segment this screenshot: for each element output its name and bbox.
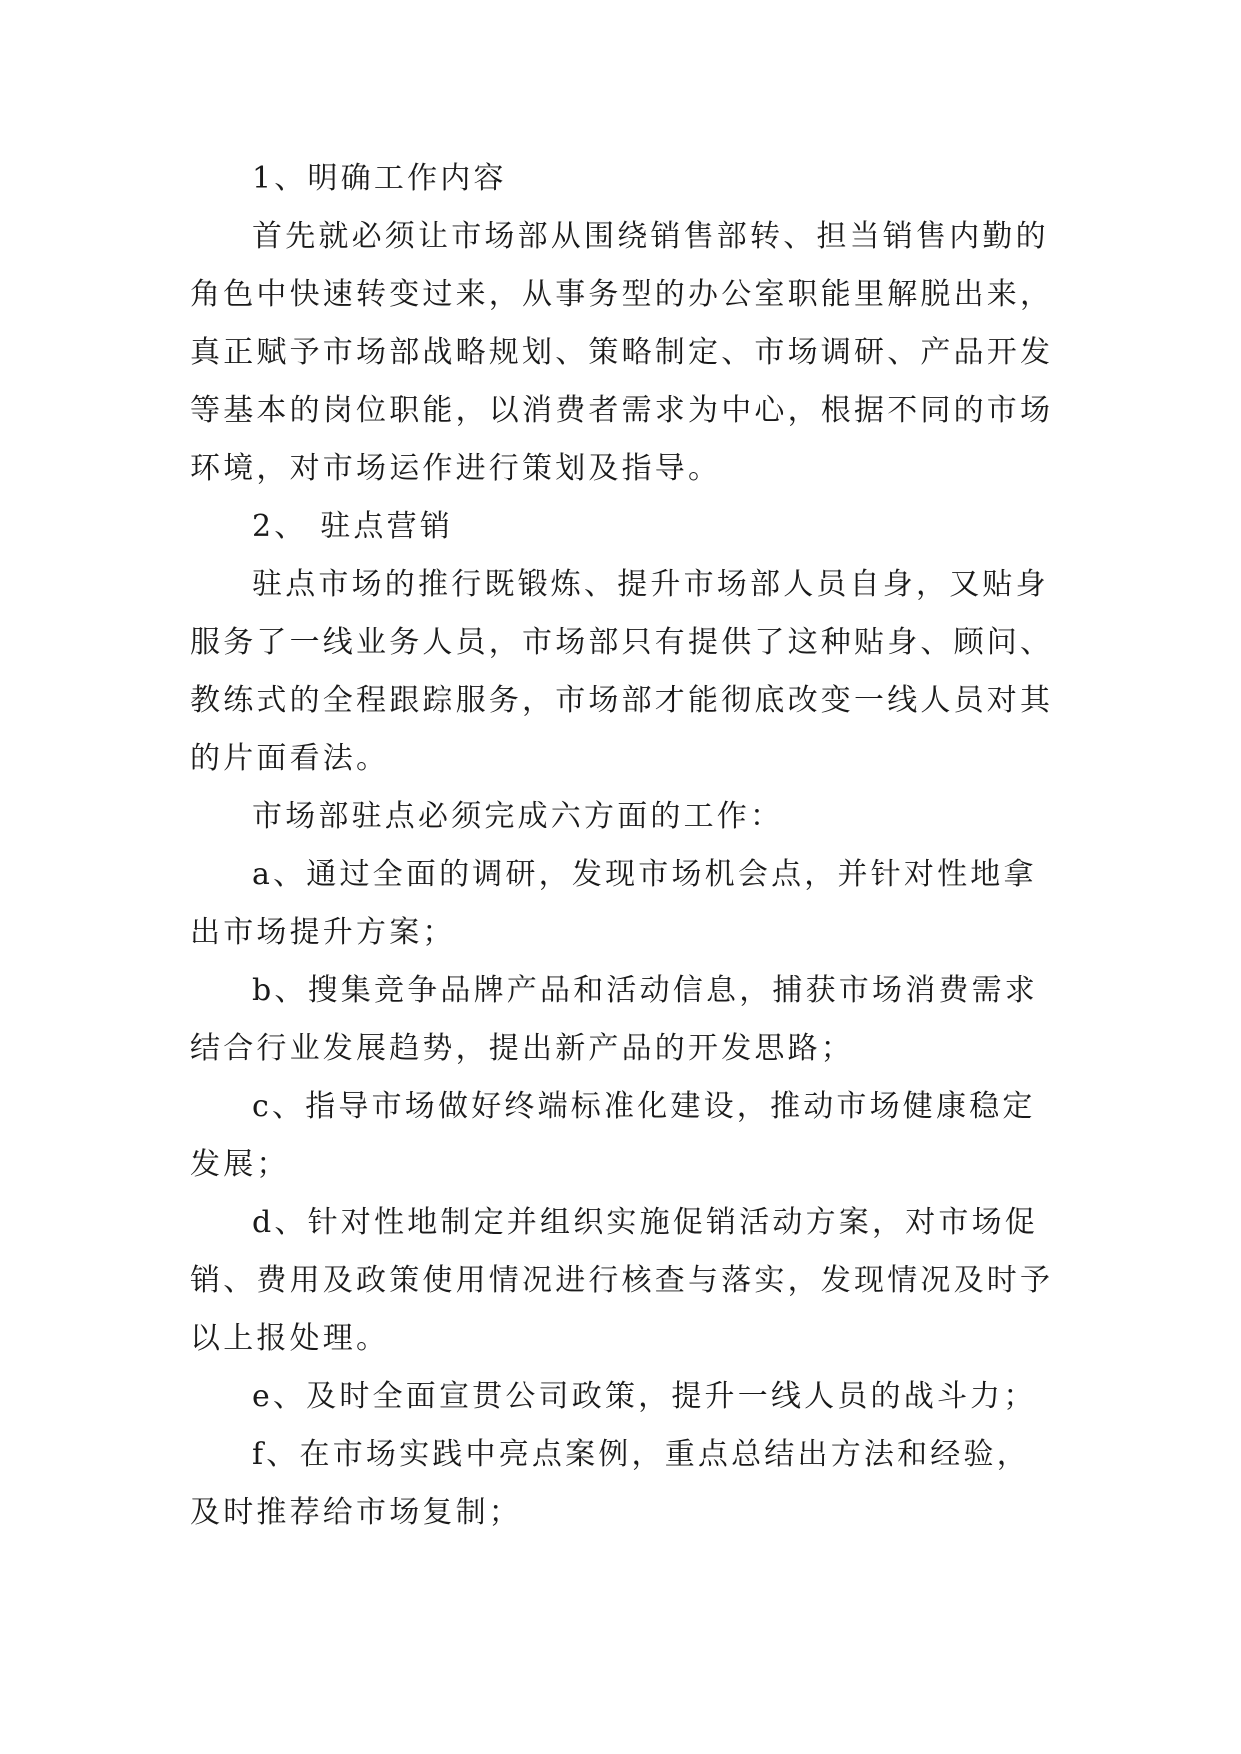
- list-item-d-cont: 以上报处理。: [190, 1321, 390, 1356]
- paragraph-line: 市场部驻点必须完成六方面的工作：: [252, 799, 784, 834]
- paragraph-line: 的片面看法。: [190, 741, 390, 776]
- section-heading-1: 1、明确工作内容: [252, 161, 507, 196]
- list-item-f-cont: 及时推荐给市场复制；: [190, 1495, 522, 1530]
- list-item-a: a、通过全面的调研，发现市场机会点，并针对性地拿: [252, 857, 1037, 892]
- paragraph-line: 首先就必须让市场部从围绕销售部转、担当销售内勤的: [252, 219, 1049, 254]
- list-item-d-cont: 销、费用及政策使用情况进行核查与落实，发现情况及时予: [190, 1263, 1054, 1298]
- list-item-a-cont: 出市场提升方案；: [190, 915, 456, 950]
- list-item-b: b、搜集竞争品牌产品和活动信息，捕获市场消费需求: [252, 973, 1039, 1008]
- list-item-c: c、指导市场做好终端标准化建设，推动市场健康稳定: [252, 1089, 1036, 1124]
- list-item-f: f、在市场实践中亮点案例，重点总结出方法和经验，: [252, 1437, 1030, 1472]
- section-heading-2: 2、 驻点营销: [252, 509, 454, 544]
- paragraph-line: 角色中快速转变过来，从事务型的办公室职能里解脱出来，: [190, 277, 1054, 312]
- list-item-e: e、及时全面宣贯公司政策，提升一线人员的战斗力；: [252, 1379, 1037, 1414]
- document-body: [190, 150, 1060, 1542]
- list-item-b-cont: 结合行业发展趋势，提出新产品的开发思路；: [190, 1031, 854, 1066]
- paragraph-line: 教练式的全程跟踪服务，市场部才能彻底改变一线人员对其: [190, 683, 1054, 718]
- paragraph-line: 等基本的岗位职能，以消费者需求为中心，根据不同的市场: [190, 393, 1054, 428]
- paragraph-line: 真正赋予市场部战略规划、策略制定、市场调研、产品开发: [190, 335, 1054, 370]
- list-item-d: d、针对性地制定并组织实施促销活动方案，对市场促: [252, 1205, 1039, 1240]
- paragraph-line: 环境，对市场运作进行策划及指导。: [190, 451, 722, 486]
- list-item-c-cont: 发展；: [190, 1147, 290, 1182]
- paragraph-line: 服务了一线业务人员，市场部只有提供了这种贴身、顾问、: [190, 625, 1054, 660]
- paragraph-line: 驻点市场的推行既锻炼、提升市场部人员自身，又贴身: [252, 567, 1049, 602]
